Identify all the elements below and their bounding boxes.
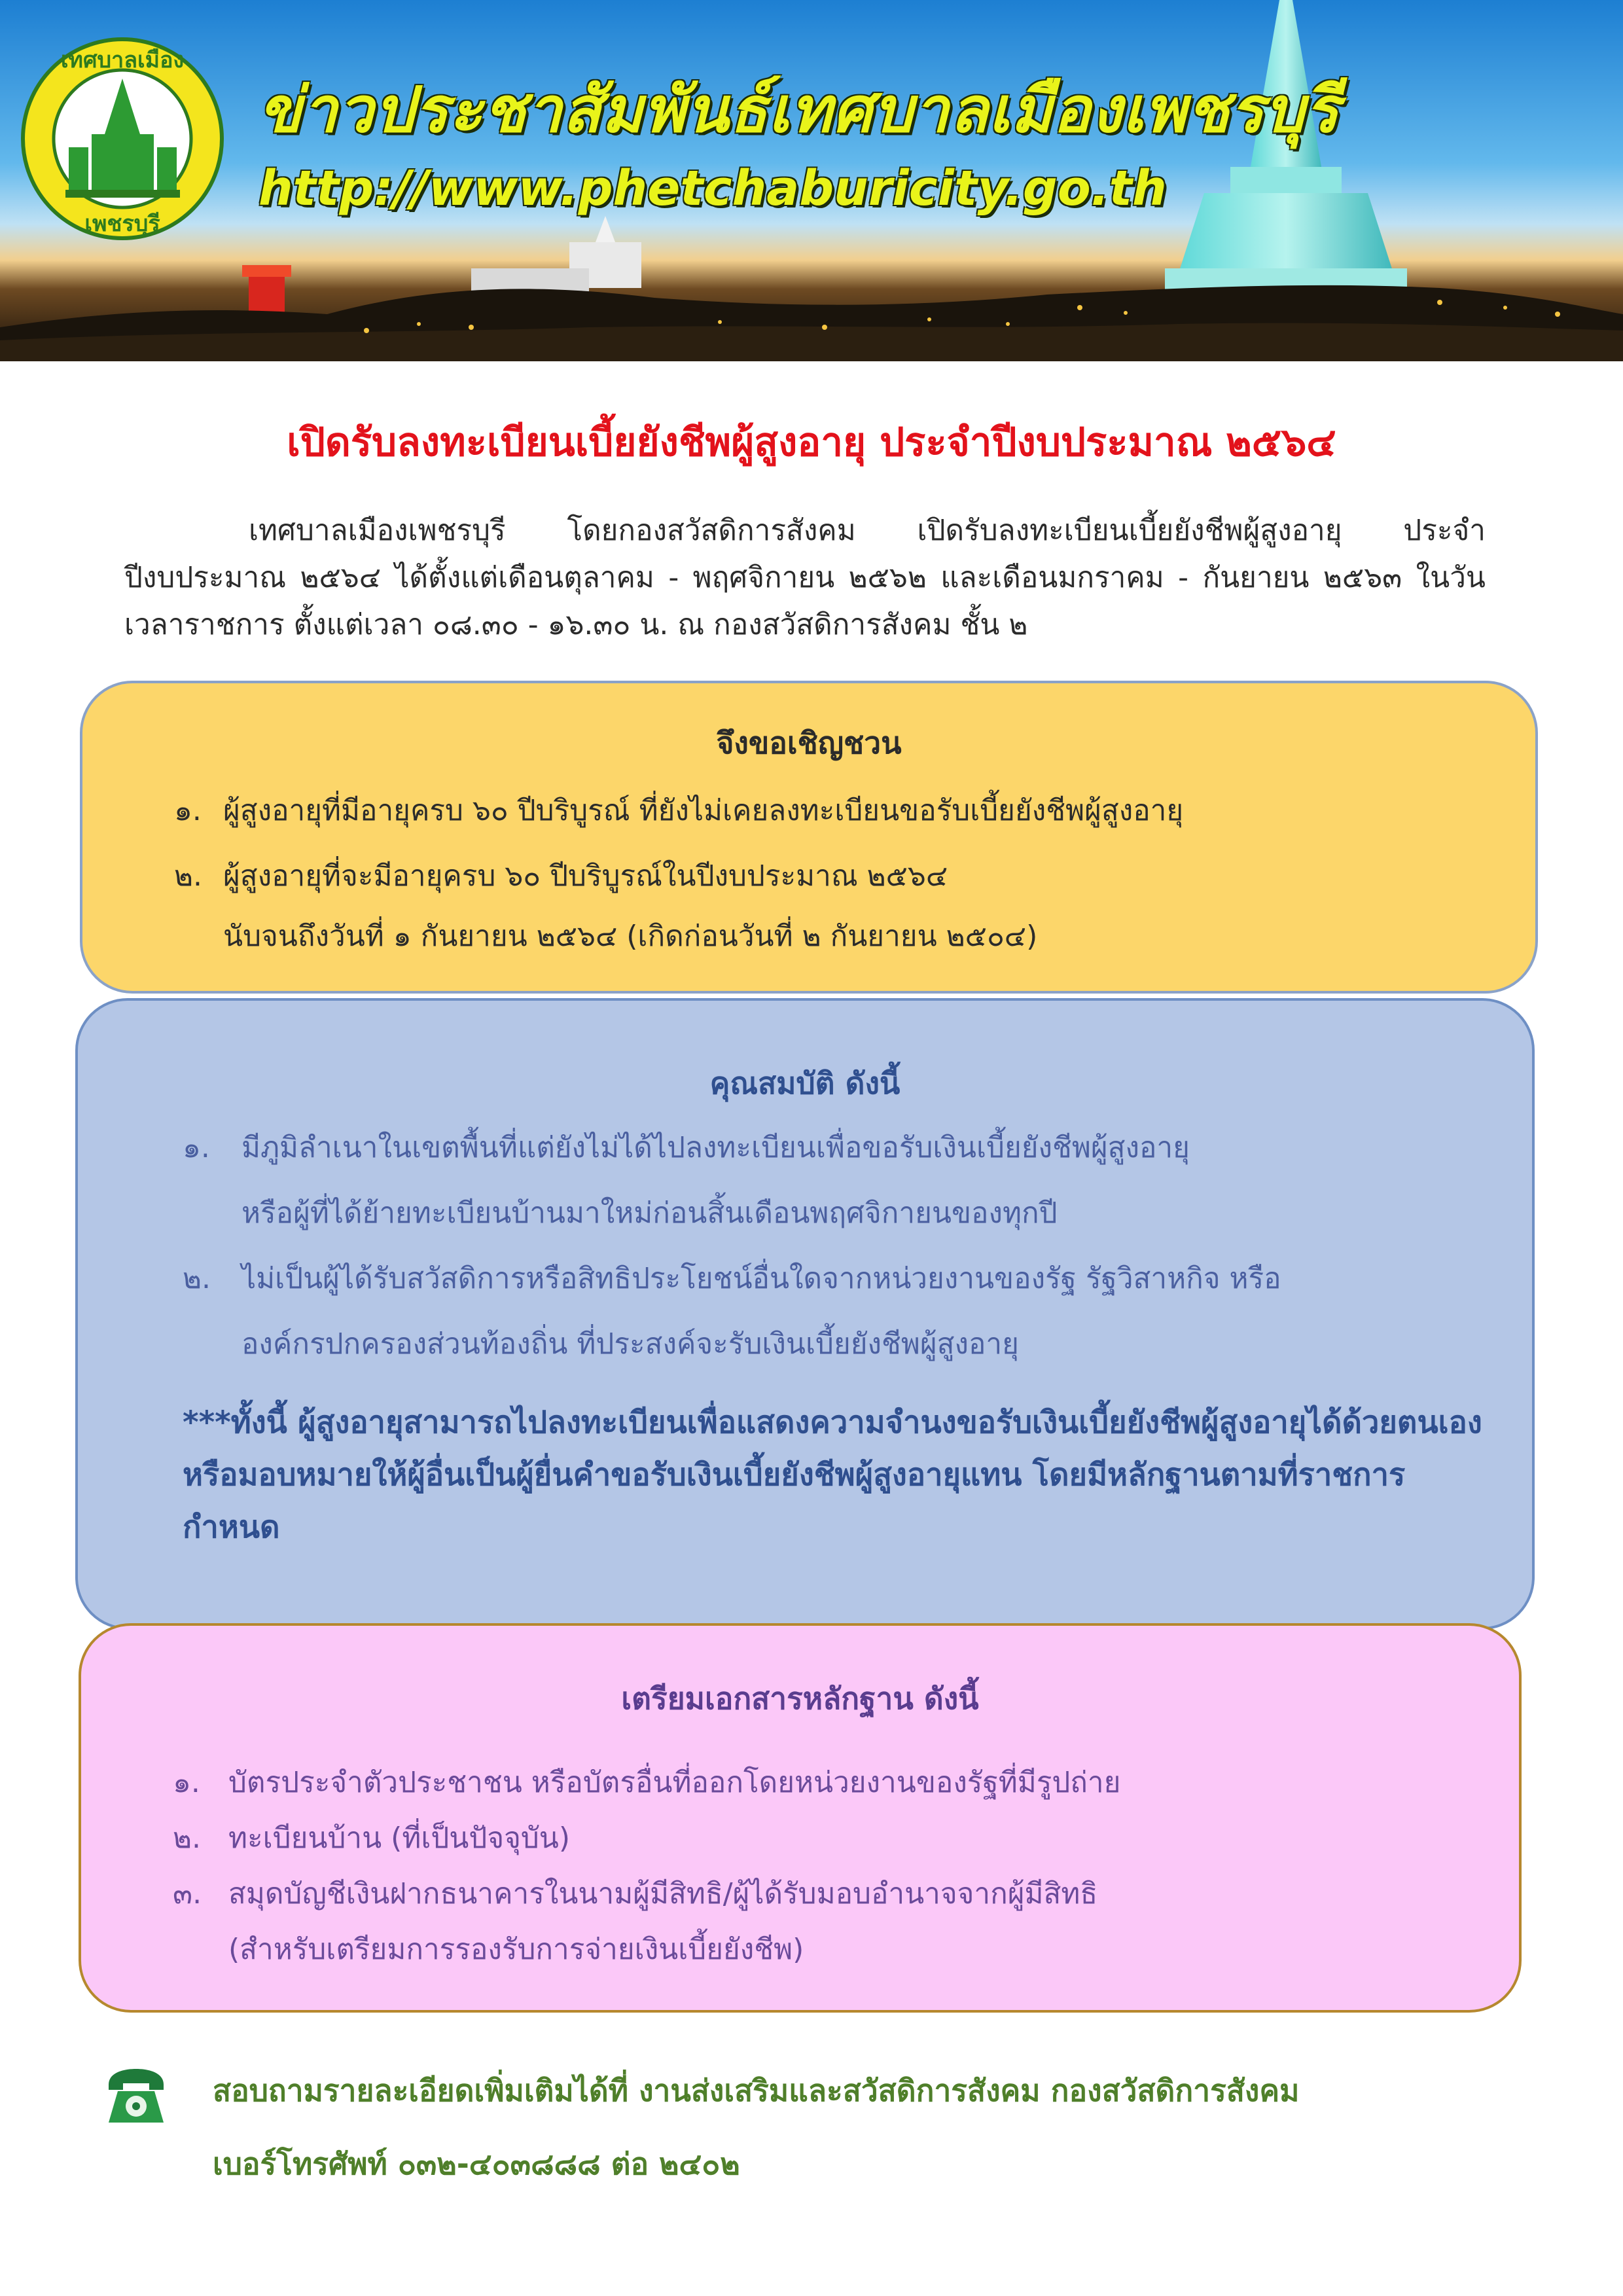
item-line: องค์กรปกครองส่วนท้องถิ่น ที่ประสงค์จะรับเงินเบี้ยยังชีพผู้สูงอายุ <box>241 1327 1019 1361</box>
item-line: ทะเบียนบ้าน (ที่เป็นปัจจุบัน) <box>228 1821 571 1855</box>
item-number: ๑. <box>183 1131 210 1164</box>
banner-url[interactable]: http://www.phetchaburicity.go.th <box>259 160 1167 217</box>
banner-title: ข่าวประชาสัมพันธ์เทศบาลเมืองเพชรบุรี <box>259 73 1340 147</box>
qualifications-note: ***ทั้งนี้ ผู้สูงอายุสามารถไปลงทะเบียนเพื่อแสดงความจำนงขอรับเงินเบี้ยยังชีพผู้สูงอายุได้ด้วยตนเอง หรือมอบหมายให้ผู้อื่นเป็นผู้ยื่นคำขอรับเงินเบี้ยยังชีพผู้สูงอายุแทน โดยมีหลักฐานตามที่ราชการกำหนด <box>183 1405 1482 1545</box>
documents-panel <box>79 1623 1522 2013</box>
item-number: ๓. <box>173 1877 202 1910</box>
contact-phone-line: เบอร์โทรศัพท์ ๐๓๒-๔๐๓๘๘๘ ต่อ ๒๔๐๒ <box>213 2146 740 2181</box>
item-line: มีภูมิลำเนาในเขตพื้นที่แต่ยังไม่ได้ไปลงทะเบียนเพื่อขอรับเงินเบี้ยยังชีพผู้สูงอายุ <box>241 1131 1190 1164</box>
item-line: สมุดบัญชีเงินฝากธนาคารในนามผู้มีสิทธิ/ผู้ได้รับมอบอำนาจจากผู้มีสิทธิ <box>228 1877 1098 1910</box>
item-line: หรือผู้ที่ได้ย้ายทะเบียนบ้านมาใหม่ก่อนสิ้นเดือนพฤศจิกายนของทุกปี <box>241 1196 1058 1230</box>
item-line: นับจนถึงวันที่ ๑ กันยายน ๒๕๖๔ (เกิดก่อนวันที่ ๒ กันยายน ๒๕๐๔) <box>223 920 1038 953</box>
qualifications-title: คุณสมบัติ ดังนี้ <box>709 1066 901 1101</box>
item-line: ไม่เป็นผู้ได้รับสวัสดิการหรือสิทธิประโยชน์อื่นใดจากหน่วยงานของรัฐ รัฐวิสาหกิจ หรือ <box>241 1262 1281 1295</box>
item-line: (สำหรับเตรียมการรองรับการจ่ายเงินเบี้ยยังชีพ) <box>228 1933 804 1966</box>
item-number: ๒. <box>174 859 202 893</box>
documents-title: เตรียมเอกสารหลักฐาน ดังนี้ <box>621 1681 979 1716</box>
item-number: ๒. <box>173 1821 201 1855</box>
seal-emblem <box>20 36 226 242</box>
item-number: ๒. <box>183 1262 211 1295</box>
invite-title: จึงขอเชิญชวน <box>716 725 902 761</box>
page-title: เปิดรับลงทะเบียนเบี้ยยังชีพผู้สูงอายุ ประจำปีงบประมาณ ๒๕๖๔ <box>287 420 1336 465</box>
header-banner <box>0 0 1623 361</box>
seal-top-text: เทศบาลเมือง <box>60 47 185 73</box>
intro-paragraph: เทศบาลเมืองเพชรบุรี โดยกองสวัสดิการสังคม เปิดรับลงทะเบียนเบี้ยยังชีพผู้สูงอายุ ประจำปีงบประมาณ ๒๕๖๔ ได้ตั้งแต่เดือนตุลาคม - พฤศจิกายน ๒๕๖๒ และเดือนมกราคม - กันยายน ๒๕๖๓ ในวันเวลาราชการ ตั้งแต่เวลา ๐๘.๓๐ - ๑๖.๓๐ น. ณ กองสวัสดิการสังคม ชั้น ๒ <box>124 514 1486 641</box>
item-number: ๑. <box>174 794 202 827</box>
qualifications-panel <box>75 998 1535 1630</box>
item-number: ๑. <box>173 1766 200 1799</box>
item-line: บัตรประจำตัวประชาชน หรือบัตรอื่นที่ออกโดยหน่วยงานของรัฐที่มีรูปถ่าย <box>228 1766 1121 1799</box>
telephone-icon <box>103 2065 169 2127</box>
item-line: ผู้สูงอายุที่มีอายุครบ ๖๐ ปีบริบูรณ์ ที่ยังไม่เคยลงทะเบียนขอรับเบี้ยยังชีพผู้สูงอายุ <box>223 794 1184 827</box>
contact-line-1: สอบถามรายละเอียดเพิ่มเติมได้ที่ งานส่งเสริมและสวัสดิการสังคม กองสวัสดิการสังคม <box>213 2073 1300 2108</box>
invite-panel <box>80 681 1538 994</box>
seal-bottom-text: เพชรบุรี <box>84 211 160 237</box>
item-line: ผู้สูงอายุที่จะมีอายุครบ ๖๐ ปีบริบูรณ์ในปีงบประมาณ ๒๕๖๔ <box>223 859 948 893</box>
